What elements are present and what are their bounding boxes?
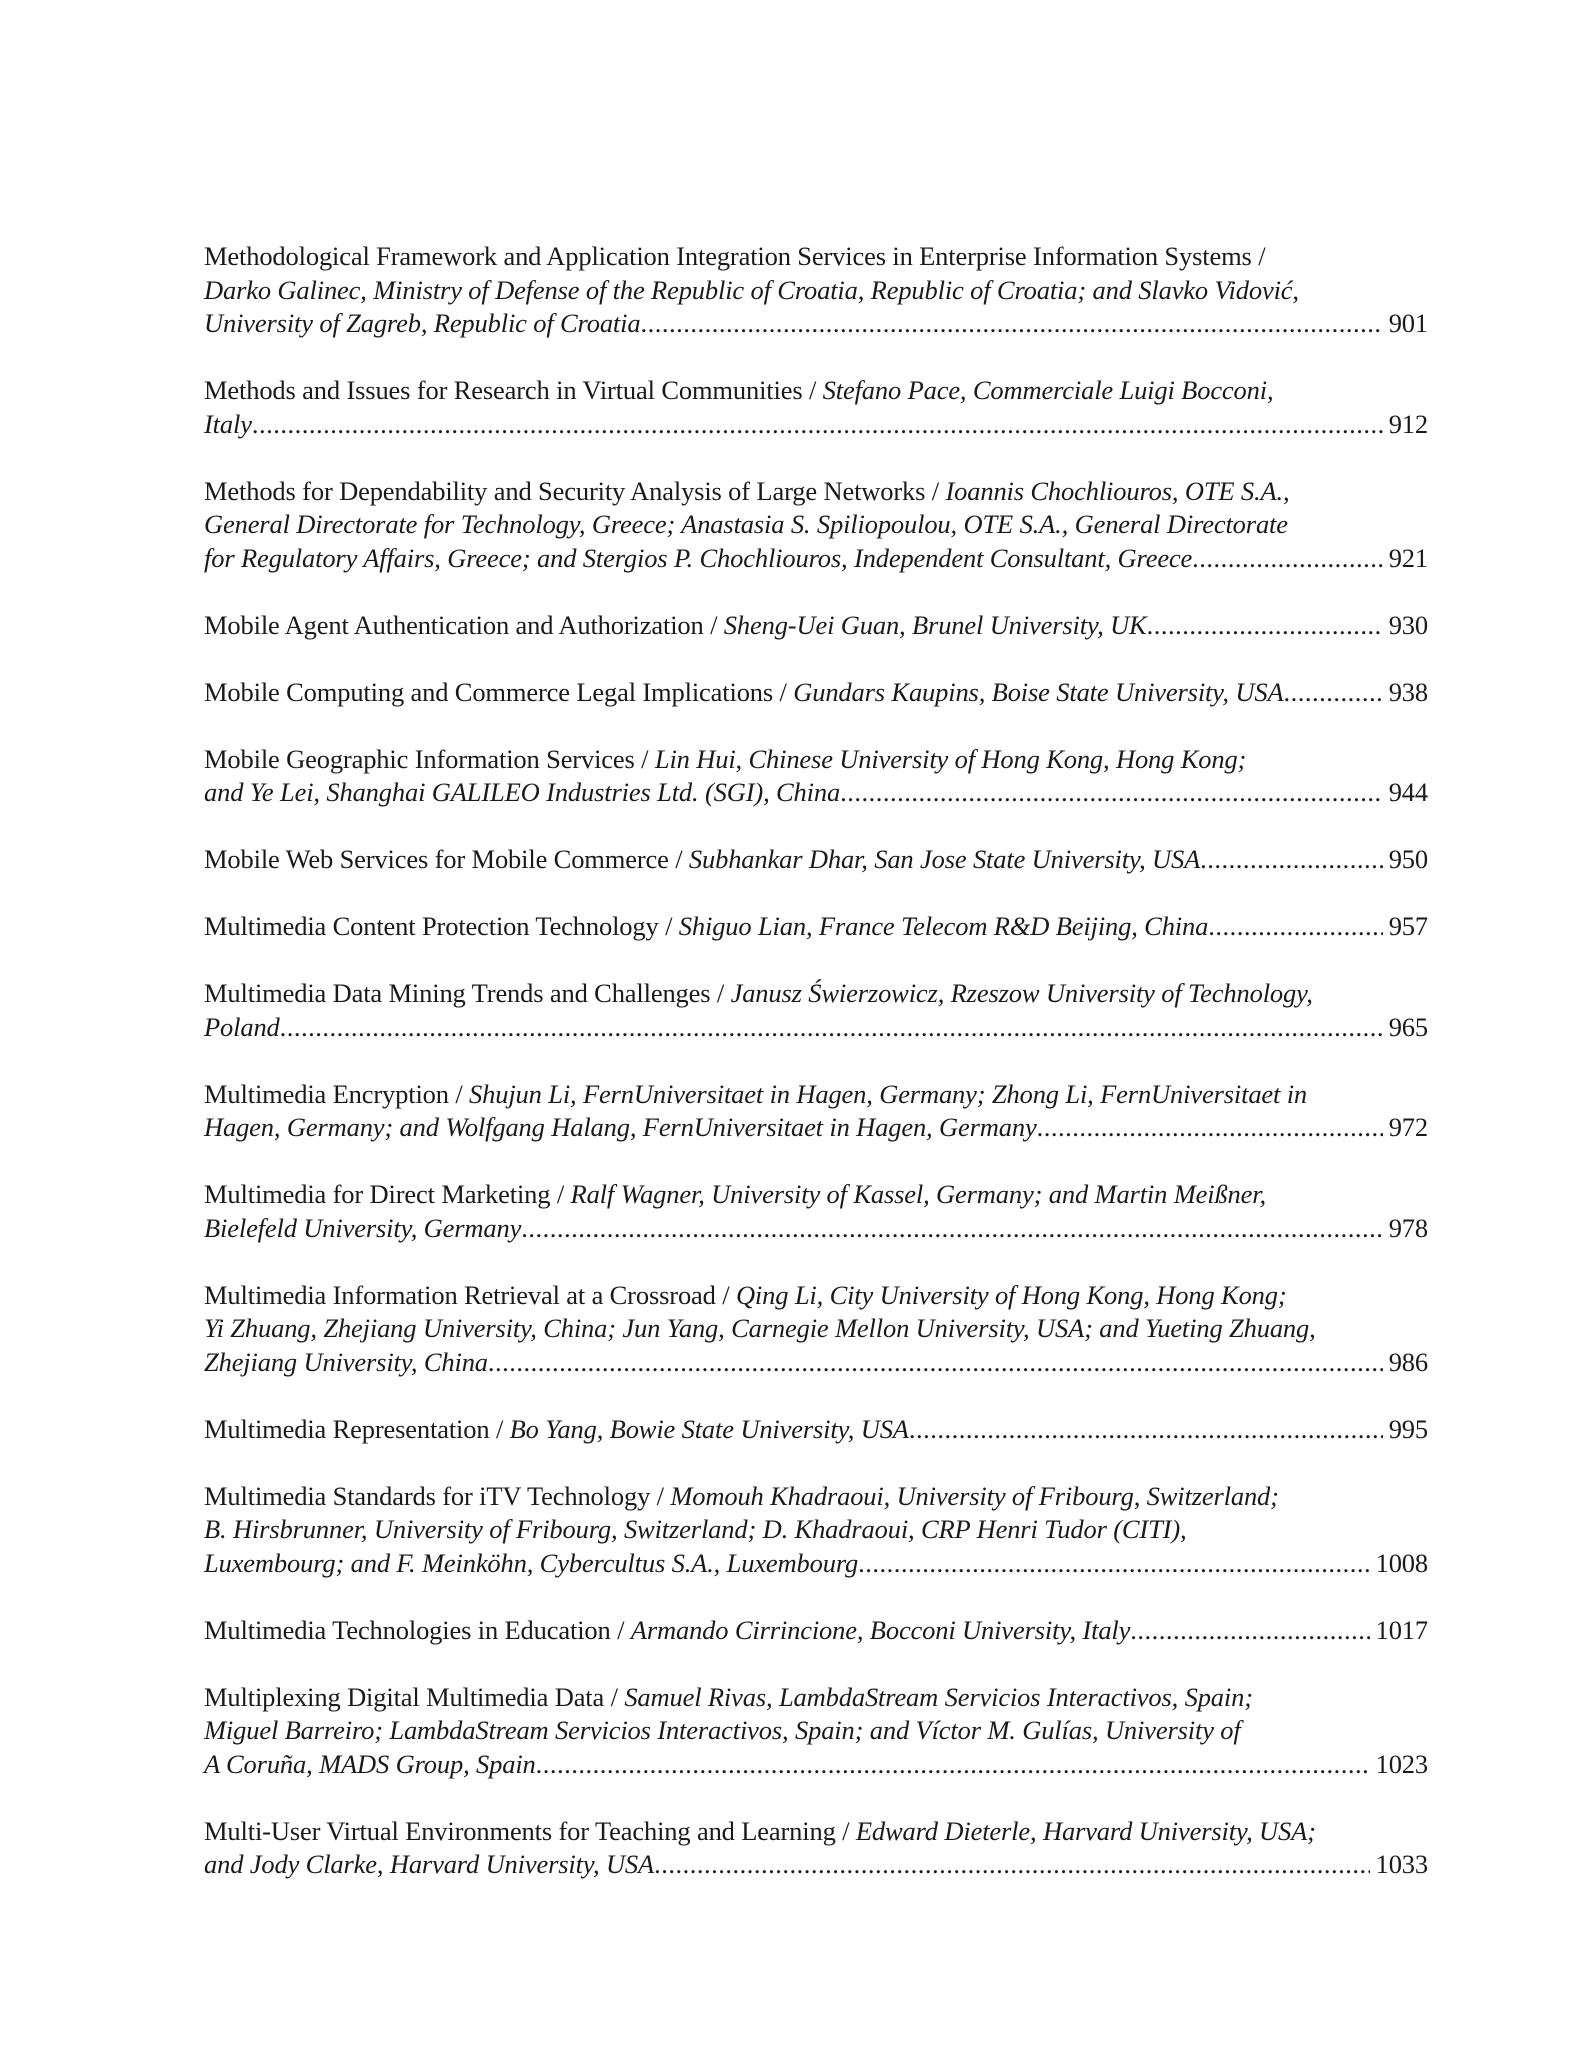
toc-entry-line xyxy=(204,1480,1428,1514)
entry-authors: General Directorate for Technology, Greece; Anastasia S. Spiliopoulou, OTE S.A., General Directorate xyxy=(204,509,1288,539)
entry-title: Multimedia Standards for iTV Technology / xyxy=(204,1480,671,1511)
toc-entry-last-line xyxy=(204,1011,1428,1045)
toc-entry-line xyxy=(204,1312,1428,1346)
entry-authors: Janusz Świerzowicz, Rzeszow University of Technology, xyxy=(730,978,1313,1008)
entry-title: Multimedia Information Retrieval at a Crossroad / xyxy=(204,1279,736,1310)
toc-entry-lead xyxy=(204,408,252,442)
toc-entry-line xyxy=(204,1714,1428,1748)
toc-entry-line xyxy=(204,1513,1428,1547)
toc-entry-last-line xyxy=(204,910,1428,944)
toc-entry xyxy=(204,1815,1428,1882)
toc-entry-lead xyxy=(204,542,1192,576)
toc-entry-lead xyxy=(204,1547,858,1581)
toc-entry-line xyxy=(204,1078,1428,1112)
toc-entry-line xyxy=(204,274,1428,308)
toc-entry xyxy=(204,374,1428,441)
toc-entry-lead xyxy=(204,1111,1037,1145)
toc-entry-line xyxy=(204,977,1428,1011)
toc-entry-lead xyxy=(204,843,1200,877)
toc-entry-last-line xyxy=(204,1212,1428,1246)
toc-entry-line xyxy=(204,508,1428,542)
toc-entry-line xyxy=(204,743,1428,777)
toc-entry-lead xyxy=(204,307,640,341)
entry-authors: Zhejiang University, China xyxy=(204,1346,488,1377)
toc-entry-line xyxy=(204,1279,1428,1313)
toc-entry xyxy=(204,676,1428,710)
entry-authors: Gundars Kaupins, Boise State University, USA xyxy=(793,676,1284,707)
toc-entry-lead xyxy=(204,776,840,810)
entry-title: Multi-User Virtual Environments for Teaching and Learning / xyxy=(204,1815,856,1846)
toc-entry-last-line xyxy=(204,408,1428,442)
entry-authors: Subhankar Dhar, San Jose State University, USA xyxy=(688,844,1201,874)
toc-entry-last-line xyxy=(204,1413,1428,1447)
page-number: 950 xyxy=(1388,844,1428,874)
entry-authors: Luxembourg; and F. Meinköhn, Cybercultus S.A., Luxembourg xyxy=(204,1547,859,1578)
page-number: 1017 xyxy=(1375,1614,1428,1645)
toc-entry-lead xyxy=(204,910,1208,944)
entry-title: Methods and Issues for Research in Virtual Communities / xyxy=(204,375,823,405)
dot-leader xyxy=(1147,609,1383,643)
entry-title: Mobile Agent Authentication and Authorization / xyxy=(204,609,724,640)
page-number: 1008 xyxy=(1375,1547,1428,1578)
entry-authors: Armando Cirrincione, Bocconi University, Italy xyxy=(630,1614,1131,1645)
dot-leader xyxy=(1037,1111,1383,1145)
entry-authors: Edward Dieterle, Harvard University, USA; xyxy=(855,1815,1316,1846)
entry-authors: Ioannis Chochliouros, OTE S.A., xyxy=(945,475,1290,506)
table-of-contents xyxy=(204,240,1428,1915)
page-number: 1033 xyxy=(1375,1849,1428,1879)
page-number: 965 xyxy=(1388,1011,1428,1042)
entry-title: Multimedia Data Mining Trends and Challenges / xyxy=(204,978,731,1008)
entry-authors: Shujun Li, FernUniversitaet in Hagen, Germany; Zhong Li, FernUniversitaet in xyxy=(469,1078,1308,1109)
entry-authors: A Coruña, MADS Group, Spain xyxy=(204,1748,536,1779)
entry-authors: B. Hirsbrunner, University of Fribourg, Switzerland; D. Khadraoui, CRP Henri Tudor (CITI), xyxy=(204,1514,1187,1544)
toc-entry xyxy=(204,977,1428,1044)
toc-entry-lead xyxy=(204,609,1147,643)
toc-entry-last-line xyxy=(204,1111,1428,1145)
entry-authors: Darko Galinec, Ministry of Defense of the Republic of Croatia, Republic of Croatia; and Slavko Vidović, xyxy=(204,274,1299,305)
entry-title: Multimedia Representation / xyxy=(204,1413,510,1444)
toc-entry-last-line xyxy=(204,1346,1428,1380)
entry-authors: University of Zagreb, Republic of Croatia xyxy=(204,308,641,338)
entry-authors: and Ye Lei, Shanghai GALILEO Industries Ltd. (SGI), China xyxy=(204,777,841,807)
toc-entry xyxy=(204,1078,1428,1145)
entry-authors: and Jody Clarke, Harvard University, USA xyxy=(204,1849,655,1879)
page-number: 986 xyxy=(1388,1346,1428,1377)
toc-entry-lead xyxy=(204,1748,536,1782)
page-number: 912 xyxy=(1388,408,1428,439)
entry-authors: Bo Yang, Bowie State University, USA xyxy=(509,1413,909,1444)
toc-entry-last-line xyxy=(204,843,1428,877)
entry-authors: Shiguo Lian, France Telecom R&D Beijing, China xyxy=(678,911,1209,941)
toc-entry xyxy=(204,1614,1428,1648)
dot-leader xyxy=(1208,910,1382,944)
entry-title: Mobile Geographic Information Services / xyxy=(204,743,655,774)
toc-entry-line xyxy=(204,240,1428,274)
toc-entry-lead xyxy=(204,676,1283,710)
toc-entry-line xyxy=(204,475,1428,509)
toc-entry xyxy=(204,609,1428,643)
entry-title: Mobile Web Services for Mobile Commerce / xyxy=(204,844,689,874)
dot-leader xyxy=(640,307,1382,341)
entry-authors: Bielefeld University, Germany xyxy=(204,1212,522,1243)
toc-entry-last-line xyxy=(204,1614,1428,1648)
entry-authors: Qing Li, City University of Hong Kong, Hong Kong; xyxy=(735,1279,1287,1310)
entry-title: Multiplexing Digital Multimedia Data / xyxy=(204,1681,625,1712)
page-number: 901 xyxy=(1388,308,1428,338)
dot-leader xyxy=(521,1212,1382,1246)
toc-entry xyxy=(204,1480,1428,1581)
toc-entry xyxy=(204,1413,1428,1447)
dot-leader xyxy=(858,1547,1369,1581)
entry-title: Methodological Framework and Application Integration Services in Enterprise Information Systems / xyxy=(204,241,1266,271)
entry-title: Methods for Dependability and Security Analysis of Large Networks / xyxy=(204,475,946,506)
entry-authors: Lin Hui, Chinese University of Hong Kong, Hong Kong; xyxy=(654,743,1247,774)
entry-authors: Sheng-Uei Guan, Brunel University, UK xyxy=(723,609,1147,640)
entry-title: Mobile Computing and Commerce Legal Implications / xyxy=(204,676,794,707)
toc-entry-lead xyxy=(204,1212,521,1246)
toc-entry xyxy=(204,1279,1428,1380)
toc-entry-last-line xyxy=(204,1748,1428,1782)
dot-leader xyxy=(536,1748,1370,1782)
toc-entry xyxy=(204,240,1428,341)
toc-entry-line xyxy=(204,1178,1428,1212)
dot-leader xyxy=(654,1848,1370,1882)
entry-title: Multimedia Encryption / xyxy=(204,1078,470,1109)
dot-leader xyxy=(1130,1614,1369,1648)
dot-leader xyxy=(1192,542,1383,576)
toc-entry-lead xyxy=(204,1346,488,1380)
toc-entry xyxy=(204,1681,1428,1782)
toc-entry xyxy=(204,1178,1428,1245)
dot-leader xyxy=(252,408,1383,442)
toc-entry-last-line xyxy=(204,776,1428,810)
toc-entry-line xyxy=(204,1815,1428,1849)
dot-leader xyxy=(909,1413,1383,1447)
dot-leader xyxy=(280,1011,1383,1045)
toc-entry-line xyxy=(204,1681,1428,1715)
toc-entry-lead xyxy=(204,1011,280,1045)
dot-leader xyxy=(840,776,1383,810)
dot-leader xyxy=(1200,843,1383,877)
toc-entry-line xyxy=(204,374,1428,408)
page-number: 1023 xyxy=(1375,1748,1428,1779)
entry-authors: Yi Zhuang, Zhejiang University, China; Jun Yang, Carnegie Mellon University, USA; and Yueting Zhuang, xyxy=(204,1313,1316,1343)
page-number: 944 xyxy=(1388,777,1428,807)
toc-entry xyxy=(204,475,1428,576)
page-number: 957 xyxy=(1388,911,1428,941)
toc-entry-last-line xyxy=(204,542,1428,576)
toc-entry xyxy=(204,843,1428,877)
toc-entry-lead xyxy=(204,1848,654,1882)
toc-entry-last-line xyxy=(204,307,1428,341)
entry-authors: Miguel Barreiro; LambdaStream Servicios Interactivos, Spain; and Víctor M. Gulías, University of xyxy=(204,1715,1241,1745)
entry-authors: Poland xyxy=(204,1011,280,1042)
page-number: 930 xyxy=(1388,609,1428,640)
dot-leader xyxy=(488,1346,1383,1380)
dot-leader xyxy=(1283,676,1382,710)
page-number: 978 xyxy=(1388,1212,1428,1243)
entry-authors: Momouh Khadraoui, University of Fribourg, Switzerland; xyxy=(670,1480,1279,1511)
entry-authors: for Regulatory Affairs, Greece; and Stergios P. Chochliouros, Independent Consultant, Greece xyxy=(204,542,1193,573)
entry-authors: Italy xyxy=(204,408,252,439)
entry-title: Multimedia Technologies in Education / xyxy=(204,1614,631,1645)
entry-title: Multimedia Content Protection Technology / xyxy=(204,911,679,941)
toc-entry xyxy=(204,743,1428,810)
entry-title: Multimedia for Direct Marketing / xyxy=(204,1179,571,1209)
entry-authors: Hagen, Germany; and Wolfgang Halang, FernUniversitaet in Hagen, Germany xyxy=(204,1112,1037,1142)
toc-entry-last-line xyxy=(204,1547,1428,1581)
toc-entry-lead xyxy=(204,1614,1130,1648)
toc-entry-last-line xyxy=(204,676,1428,710)
page-number: 938 xyxy=(1388,676,1428,707)
entry-authors: Stefano Pace, Commerciale Luigi Bocconi, xyxy=(822,375,1274,405)
toc-entry-last-line xyxy=(204,1848,1428,1882)
toc-entry xyxy=(204,910,1428,944)
entry-authors: Ralf Wagner, University of Kassel, Germany; and Martin Meißner, xyxy=(570,1179,1266,1209)
page-number: 921 xyxy=(1388,542,1428,573)
page-number: 972 xyxy=(1388,1112,1428,1142)
page-number: 995 xyxy=(1388,1413,1428,1444)
toc-entry-last-line xyxy=(204,609,1428,643)
entry-authors: Samuel Rivas, LambdaStream Servicios Interactivos, Spain; xyxy=(624,1681,1253,1712)
toc-entry-lead xyxy=(204,1413,909,1447)
